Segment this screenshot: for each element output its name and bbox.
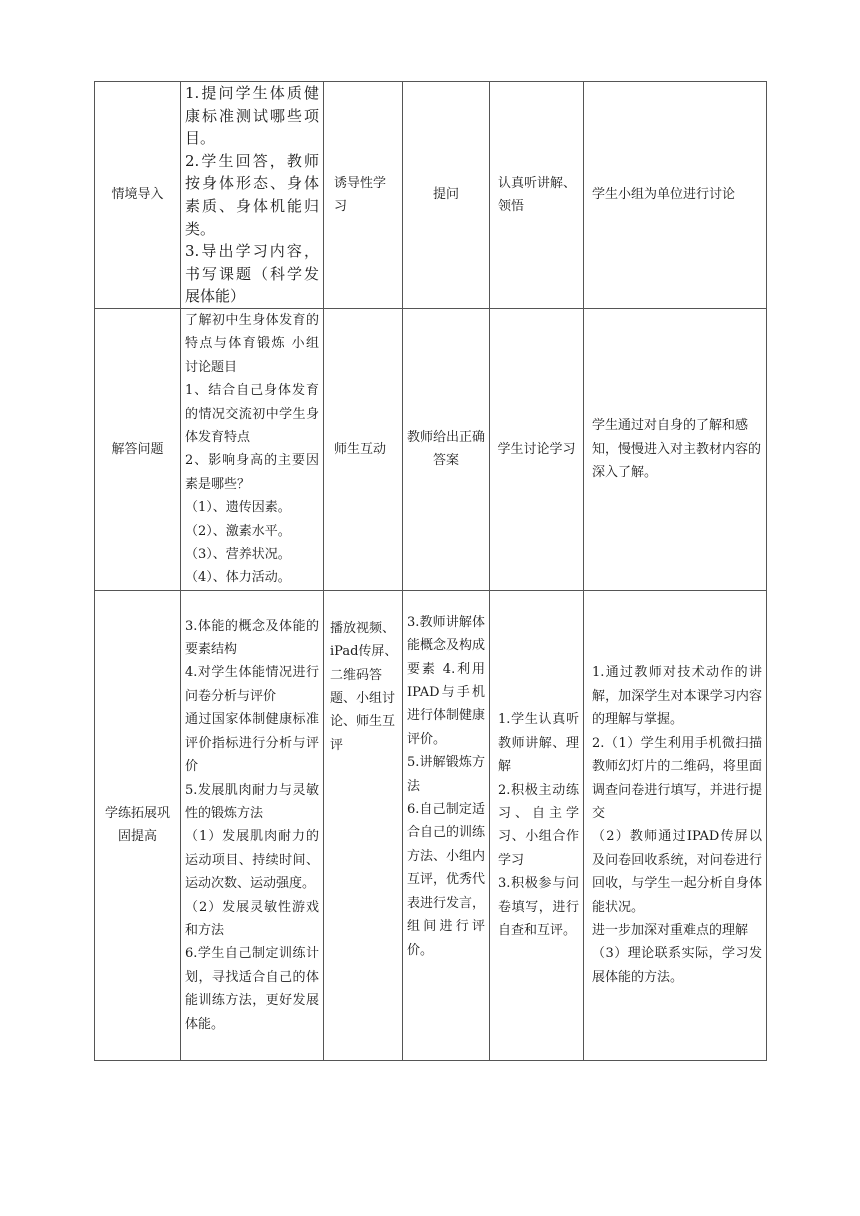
lesson-plan-table bbox=[94, 81, 767, 1061]
teacher-activity-cell bbox=[403, 590, 490, 1060]
stage-cell: 解答问题 bbox=[95, 308, 181, 590]
content-line: 6.学生自己制定训练计划，寻找适合自己的体能训练方法，更好发展体能。 bbox=[185, 946, 319, 1032]
student-activity-cell bbox=[490, 590, 584, 1060]
stage-cell: 学练拓展巩固提高 bbox=[95, 590, 181, 1060]
teacher-activity-cell: 教师给出正确答案 bbox=[403, 308, 490, 590]
student-line: 2.积极主动练习、自主学习、小组合作学习 bbox=[498, 782, 579, 868]
intent-line: （2）教师通过IPAD传屏以及问卷回收系统，对问卷进行回收，与学生一起分析自身体能状况。 bbox=[592, 829, 762, 915]
content-line: 3.体能的概念及体能的要素结构 bbox=[185, 618, 319, 658]
content-line: （3）、营养状况。 bbox=[185, 547, 291, 562]
student-line: 3.积极参与问卷填写，进行自查和互评。 bbox=[498, 876, 579, 938]
student-activity-cell: 认真听讲解、领悟 bbox=[490, 82, 584, 309]
content-line: 3.导出学习内容，书写课题（科学发展体能） bbox=[185, 242, 319, 306]
intent-line: （3）理论联系实际，学习发展体能的方法。 bbox=[592, 946, 762, 985]
content-line: （1）发展肌肉耐力的运动项目、持续时间、运动次数、运动强度。 bbox=[185, 829, 319, 892]
content-line: （2）、激素水平。 bbox=[185, 523, 291, 539]
content-line: 2、影响身高的主要因素是哪些？ bbox=[185, 453, 319, 492]
student-line: 1.学生认真听教师讲解、理解 bbox=[498, 712, 579, 775]
stage-cell: 情境导入 bbox=[95, 82, 181, 309]
student-activity-cell: 学生讨论学习 bbox=[490, 308, 584, 590]
content-line: 1、结合自己身体发育的情况交流初中学生身体发育特点 bbox=[185, 383, 319, 445]
teacher-activity-cell: 提问 bbox=[403, 82, 490, 309]
content-cell bbox=[181, 590, 324, 1060]
intent-line: 进一步加深对重难点的理解 bbox=[592, 922, 749, 938]
table-row bbox=[95, 308, 767, 590]
content-line: 2.学生回答，教师按身体形态、身体素质、身体机能归类。 bbox=[185, 151, 319, 238]
table-row bbox=[95, 590, 767, 1060]
intent-line: 2.（1）学生利用手机微扫描教师幻灯片的二维码，将里面调查问卷进行填写，并进行提交 bbox=[592, 735, 762, 821]
method-cell: 播放视频、iPad传屏、二维码答题、小组讨论、师生互评 bbox=[324, 590, 403, 1060]
design-intent-cell: 学生通过对自身的了解和感知，慢慢进入对主教材内容的深入了解。 bbox=[584, 308, 767, 590]
intent-line: 1.通过教师对技术动作的讲解，加深学生对本课学习内容的理解与掌握。 bbox=[592, 665, 762, 728]
method-cell: 师生互动 bbox=[324, 308, 403, 590]
content-line: 了解初中生身体发育的特点与体育锻炼 小组讨论题目 bbox=[185, 312, 319, 375]
table-row bbox=[95, 82, 767, 309]
design-intent-cell: 学生小组为单位进行讨论 bbox=[584, 82, 767, 309]
teacher-line: 6.自己制定适合自己的训练方法、小组内互评，优秀代表进行发言，组间进行评价。 bbox=[407, 802, 486, 958]
teacher-line: 5.讲解锻炼方法 bbox=[407, 755, 485, 794]
design-intent-cell bbox=[584, 590, 767, 1060]
content-cell bbox=[181, 82, 324, 309]
content-cell bbox=[181, 308, 324, 590]
content-line: 4.对学生体能情况进行问卷分析与评价 bbox=[185, 665, 319, 704]
content-line: 通过国家体制健康标准评价指标进行分析与评价 bbox=[185, 712, 319, 775]
method-cell: 诱导性学习 bbox=[324, 82, 403, 309]
content-line: （1）、遗传因素。 bbox=[185, 500, 291, 516]
teacher-line: 3.教师讲解体能概念及构成要素 4.利用IPAD与手机进行体制健康评价。 bbox=[407, 614, 486, 747]
content-line: （2）发展灵敏性游戏和方法 bbox=[185, 899, 319, 938]
content-line: 5.发展肌肉耐力与灵敏性的锻炼方法 bbox=[185, 782, 319, 821]
content-line: （4）、体力活动。 bbox=[185, 570, 291, 586]
content-line: 1.提问学生体质健康标准测试哪些项目。 bbox=[185, 84, 319, 148]
